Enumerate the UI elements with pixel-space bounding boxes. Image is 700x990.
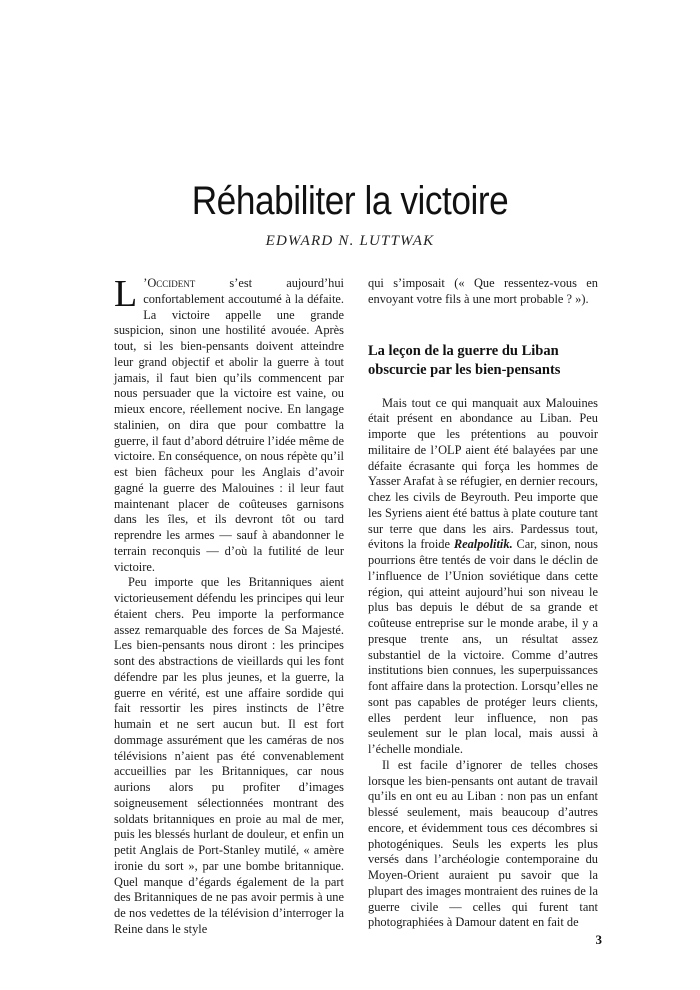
- paragraph-3-after: Car, sinon, nous pourrions être tentés de voir dans le déclin de l’influence de l’Union soviétique dans cette région, qui atteint aujourd’hui son niveau le plus bas depuis le début de sa grande et coûteuse entreprise sur le monde arabe, il y a presque trente ans, un résultat assez substantiel de la victoire. Comme d’autres institutions bien connues, les superpuissances font affaire dans la protection. Lorsqu’elles ne sont pas capables de protéger leurs clients, elles perdent leur influence, non pas seulement sur le plan local, mais aussi à l’échelle mondiale.: [368, 537, 598, 756]
- paragraph-4: Il est facile d’ignorer de telles choses lorsque les bien-pensants ont autant de travail qu’ils en ont eu au Liban : non pas un enfant blessé seulement, mais beaucoup d’autres encore, et évidemment tous ces décombres si photogéniques. Seuls les experts les plus versés dans l’archéologie contemporaine du Moyen-Orient auraient pu savoir que la plupart des images montraient des ruines de la guerre civile — celles qui furent tant photographiées à Damour datent en fait de: [368, 757, 598, 930]
- article-author: EDWARD N. LUTTWAK: [265, 233, 435, 249]
- subheading-line-2: obscurcie par les bien-pensants: [368, 361, 561, 378]
- paragraph-3: [368, 396, 598, 758]
- section-subheading: [368, 342, 598, 380]
- article-title: Réhabiliter la victoire: [191, 178, 509, 223]
- left-column: [114, 273, 344, 938]
- paragraph-1: [114, 273, 344, 575]
- paragraph-continuation: qui s’imposait (« Que ressentez-vous en envoyant votre fils à une mort probable ? »).: [368, 276, 598, 306]
- right-column: [368, 276, 598, 931]
- paragraph-3-italic: Realpolitik.: [453, 537, 513, 552]
- paragraph-3-before: Mais tout ce qui manquait aux Malouines était présent en abondance au Liban. Peu importe que les prétentions au pouvoir militaire de l’OLP aient été balayées par une défaite écrasante qui força les hommes de Yasser Arafat à se réfugier, en dernier recours, chez les civils de Beyrouth. Peu importe que les Syriens aient été battus à plate couture tant sur terre que dans les airs. Pardessus tout, évitons la froide: [368, 395, 598, 552]
- small-caps-word: ’Occident: [143, 276, 196, 290]
- paragraph-1-text: s’est aujourd’hui confortablement accoutumé à la défaite. La victoire appelle une grande suspicion, sinon une hostilité avouée. Après tout, si les bien-pensants doivent atteindre leur grand objectif et abolir la guerre à tout jamais, il faut bien qu’ils commencent par nous persuader que la victoire est vaine, ou mieux encore, réellement nocive. En langage stalinien, on dira que pour combattre la guerre, il faut d’abord détruire l’idée même de victoire. En conséquence, on nous répète qu’il est bien fâcheux pour les Anglais d’avoir gagné la guerre des Malouines : il leur faut maintenant placer de coûteuses garnisons dans les îles, et ils devront tôt ou tard reprendre les armes — sauf à abandonner le terrain reconquis — d’où la futilité de leur victoire.: [114, 276, 344, 574]
- subheading-line-1: La leçon de la guerre du Liban: [368, 342, 559, 359]
- drop-cap: L: [114, 273, 138, 315]
- paragraph-2: Peu importe que les Britanniques aient victorieusement défendu les principes qui leur étaient chers. Peu importe la performance assez remarquable des forces de Sa Majesté. Les bien-pensants nous diront : les principes sont des abstractions de vieillards qui les font défendre par les plus jeunes, et la guerre, la guerre en vérité, est une affaire sordide qui fait ressortir les pires instincts de l’être humain et ne sert aucun but. Il est fort dommage assurément que les caméras de nos télévisions n’aient pas été convenablement accueillies par les Britanniques, car nous aurions alors pu profiter d’images soigneusement sélectionnées montrant des soldats britanniques en proie au mal de mer, puis les blessés hurlant de douleur, et enfin un petit Anglais de Port-Stanley mutilé, « amère ironie du sort », par une bombe britannique. Quel manque d’égards également de la part des Britanniques de ne pas avoir permis à une de nos vedettes de la télévision d’interroger la Reine dans le style: [114, 575, 344, 936]
- page-number: 3: [595, 932, 602, 947]
